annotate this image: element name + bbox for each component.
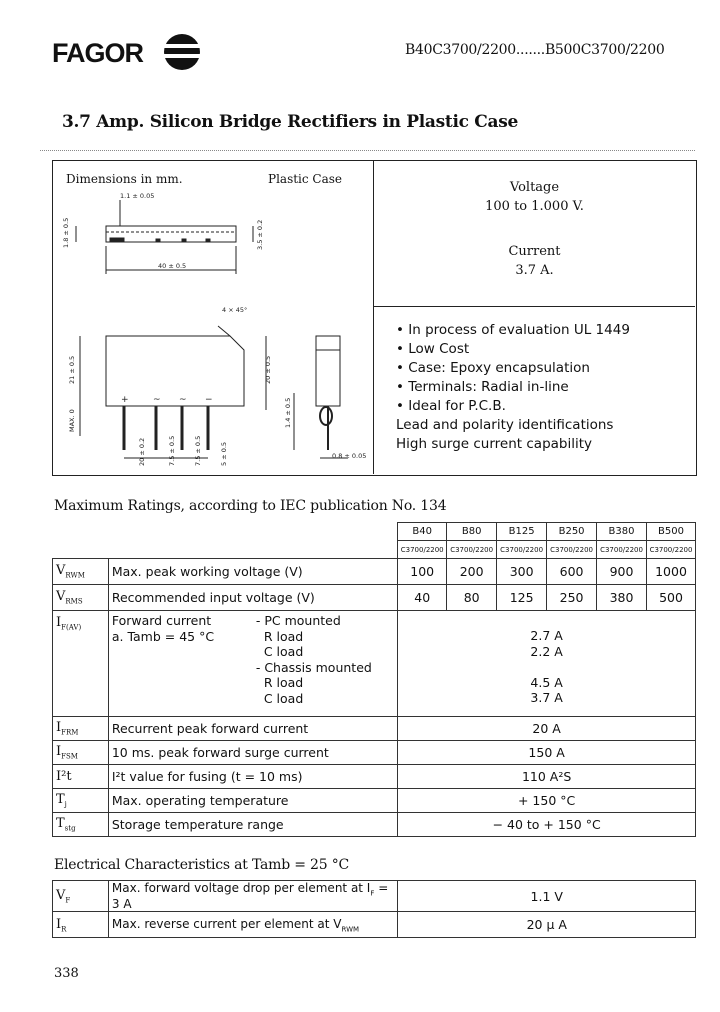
svg-text:+: + — [121, 395, 129, 405]
dim-11: 7.5 ± 0.5 — [194, 435, 202, 466]
voltage-value: 100 to 1.000 V. — [485, 199, 584, 214]
feature-item: • In process of evaluation UL 1449 — [396, 322, 630, 338]
col-code: C3700/2200 — [497, 541, 547, 559]
spec-divider — [373, 306, 695, 307]
voltage-label: Voltage — [509, 180, 560, 195]
electrical-table — [52, 880, 696, 938]
brand-logo-text: FAGOR — [52, 38, 144, 68]
fagor-logo-icon — [160, 32, 206, 72]
page-number: 338 — [54, 966, 79, 981]
case-label: Plastic Case — [268, 172, 343, 186]
row-desc: Recommended input voltage (V) — [108, 585, 397, 611]
table-row: $I_{FSM}$ 10 ms. peak forward surge current 150 A — [53, 741, 696, 765]
col-type: B40 — [398, 523, 447, 541]
col-code: C3700/2200 — [597, 541, 647, 559]
dim-14: 0.8 ± 0.05 — [332, 452, 367, 460]
current-value: 3.7 A. — [515, 263, 554, 278]
feature-item: • Terminals: Radial in-line — [396, 379, 569, 395]
package-drawing — [58, 188, 370, 472]
col-type: B380 — [597, 523, 647, 541]
table-row: $V_{RMS}$ Recommended input voltage (V) 40 80 125 250 380 500 — [53, 585, 696, 611]
dim-2: 1.8 ± 0.5 — [62, 217, 70, 248]
col-code: C3700/2200 — [398, 541, 447, 559]
col-code: C3700/2200 — [547, 541, 597, 559]
table-row: $T_{stg}$ Storage temperature range − 40 to + 150 °C — [53, 813, 696, 837]
svg-text:−: − — [205, 395, 213, 405]
col-code: C3700/2200 — [647, 541, 696, 559]
ratings-title: Maximum Ratings, according to IEC publication No. 134 — [54, 498, 447, 514]
table-row: I²t I²t value for fusing (t = 10 ms) 110 A²S — [53, 765, 696, 789]
svg-text:~: ~ — [179, 395, 187, 405]
col-type: B250 — [547, 523, 597, 541]
dim-4: 40 ± 0.5 — [158, 262, 187, 270]
dim-13: 1.4 ± 0.5 — [284, 397, 292, 428]
part-number-range: B40C3700/2200.......B500C3700/2200 — [405, 42, 665, 58]
electrical-title: Electrical Characteristics at Tamb = 25 °C — [54, 857, 349, 873]
dim-9: 20 ± 0.2 — [138, 437, 146, 466]
table-row: $V_F$ Max. forward voltage drop per element at $I_F = 3$ A 1.1 V — [53, 881, 696, 912]
dim-12: 5 ± 0.5 — [220, 441, 228, 466]
feature-item: High surge current capability — [396, 436, 593, 452]
feature-item: • Case: Epoxy encapsulation — [396, 360, 590, 376]
table-row: $I_{F(AV)}$ Forward current a. Tamb = 45 °C - PC mounted R load C load - Chassis mounted R load C load 2.7 A 2.2 A 4.5 A 3.7 A — [53, 611, 696, 717]
table-row: $I_R$ Max. reverse current per element at $V_{RWM}$ 20 μ A — [53, 912, 696, 938]
feature-item: • Low Cost — [396, 341, 470, 357]
dim-7: 20 ± 0.5 — [264, 355, 272, 384]
current-label: Current — [508, 244, 561, 259]
feature-item: Lead and polarity identifications — [396, 417, 614, 433]
row-desc: Max. peak working voltage (V) — [108, 559, 397, 585]
ratings-table — [52, 522, 696, 837]
dim-6: 21 ± 0.5 — [68, 355, 76, 384]
dim-1: 1.1 ± 0.05 — [120, 192, 155, 200]
dim-3: 3.5 ± 0.2 — [256, 219, 264, 250]
col-type: B80 — [447, 523, 497, 541]
page-title: 3.7 Amp. Silicon Bridge Rectifiers in Plastic Case — [62, 112, 519, 132]
col-code: C3700/2200 — [447, 541, 497, 559]
dim-5: 4 × 45° — [222, 306, 248, 314]
dim-8: MAX. 0 — [68, 409, 76, 432]
svg-text:~: ~ — [153, 395, 161, 405]
col-type: B500 — [647, 523, 696, 541]
features-list — [396, 321, 696, 454]
col-type: B125 — [497, 523, 547, 541]
feature-item: • Ideal for P.C.B. — [396, 398, 506, 414]
dim-10: 7.5 ± 0.5 — [168, 435, 176, 466]
table-row: $T_j$ Max. operating temperature + 150 °C — [53, 789, 696, 813]
table-row: $V_{RWM}$ Max. peak working voltage (V) 100 200 300 600 900 1000 — [53, 559, 696, 585]
title-divider — [40, 150, 695, 151]
dimensions-label: Dimensions in mm. — [66, 172, 183, 186]
table-row: $I_{FRM}$ Recurrent peak forward current 20 A — [53, 717, 696, 741]
